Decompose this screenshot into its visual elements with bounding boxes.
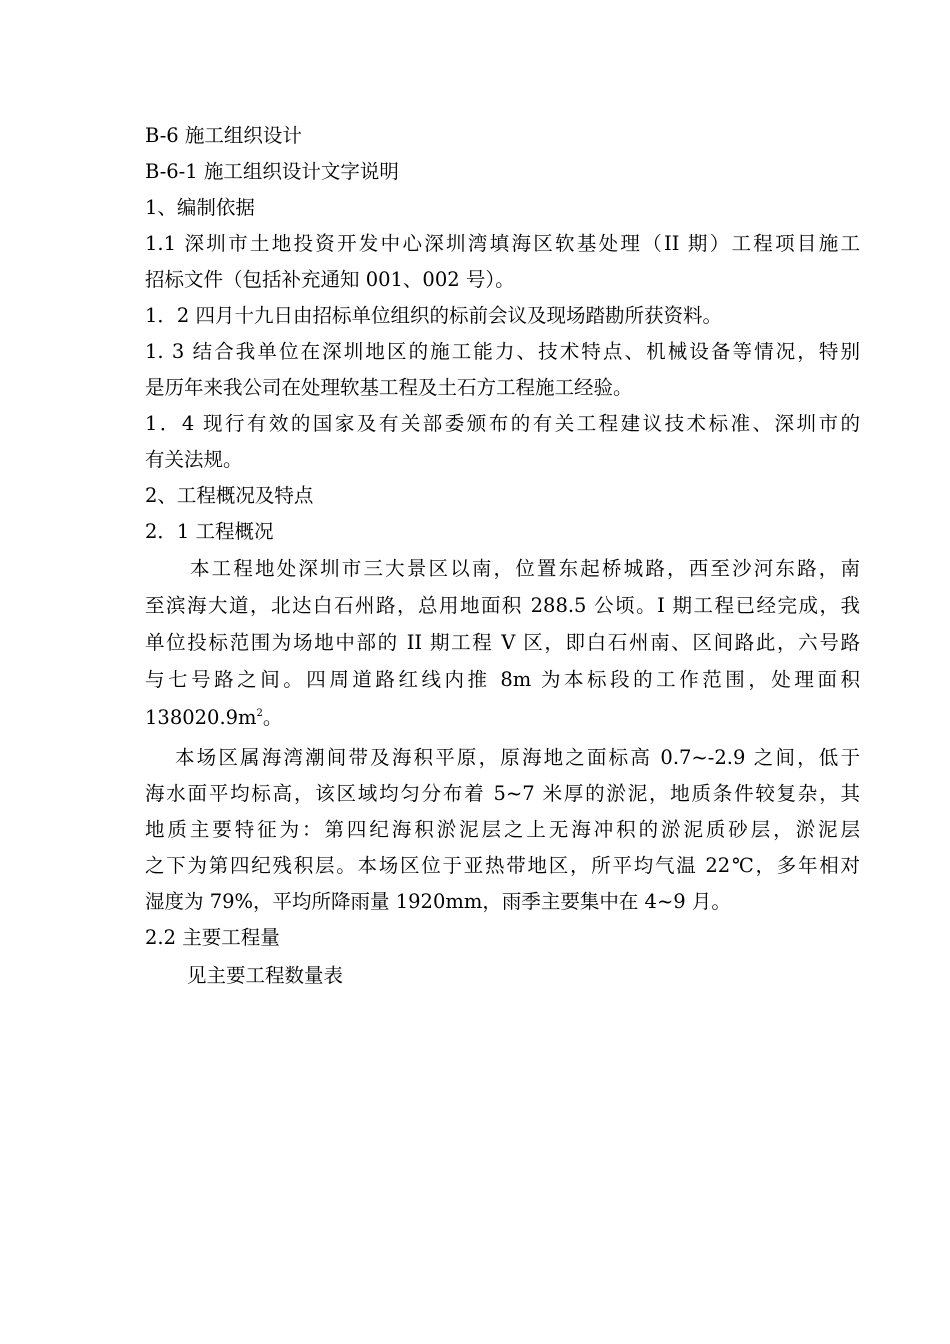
subsection-2-1-title: 2．1 工程概况	[145, 520, 274, 543]
quantities-note: 见主要工程数量表	[187, 964, 344, 987]
item-1-3-line-2: 是历年来我公司在处理软基工程及土石方工程施工经验。	[145, 376, 633, 399]
section-1-title: 1、编制依据	[145, 196, 255, 219]
item-1-1-line-2: 招标文件（包括补充通知 001、002 号）。	[145, 268, 515, 291]
area-end: 。	[262, 706, 283, 729]
overview-line-1: 本工程地处深圳市三大景区以南，位置东起桥城路，西至沙河东路，南	[190, 557, 860, 580]
item-1-4-line-2: 有关法规。	[145, 448, 243, 471]
area-value: 138020.9m	[145, 706, 257, 729]
item-1-3-line-1: 1. 3 结合我单位在深圳地区的施工能力、技术特点、机械设备等情况，特别	[145, 340, 860, 363]
site-line-1: 本场区属海湾潮间带及海积平原，原海地之面标高 0.7~-2.9 之间，低于	[175, 746, 860, 769]
overview-line-2: 至滨海大道，北达白石州路，总用地面积 288.5 公顷。I 期工程已经完成，我	[145, 594, 860, 617]
overview-line-4: 与七号路之间。四周道路红线内推 8m 为本标段的工作范围，处理面积	[145, 668, 860, 691]
site-line-4: 之下为第四纪残积层。本场区位于亚热带地区，所平均气温 22℃，多年相对	[145, 854, 860, 877]
item-1-1-line-1: 1.1 深圳市土地投资开发中心深圳湾填海区软基处理（II 期）工程项目施工	[145, 232, 860, 255]
overview-line-5	[145, 698, 860, 738]
heading-b6-1: B-6-1 施工组织设计文字说明	[145, 160, 399, 183]
site-line-2: 海水面平均标高，该区域均匀分布着 5~7 米厚的淤泥，地质条件较复杂，其	[145, 782, 860, 805]
item-1-4-line-1: 1．4 现行有效的国家及有关部委颁布的有关工程建议技术标准、深圳市的	[145, 412, 860, 435]
heading-b6: B-6 施工组织设计	[145, 124, 302, 147]
area-unit-superscript: 2	[256, 708, 263, 719]
overview-paragraph	[145, 550, 860, 738]
site-paragraph	[145, 740, 860, 920]
item-1-2: 1．2 四月十九日由招标单位组织的标前会议及现场踏勘所获资料。	[145, 304, 723, 327]
section-2-title: 2、工程概况及特点	[145, 484, 314, 507]
document-body	[145, 118, 860, 994]
subsection-2-2-title: 2.2 主要工程量	[145, 926, 280, 949]
site-line-3: 地质主要特征为：第四纪海积淤泥层之上无海冲积的淤泥质砂层，淤泥层	[145, 818, 860, 841]
overview-line-3: 单位投标范围为场地中部的 II 期工程 V 区，即白石州南、区间路此，六号路	[145, 631, 860, 654]
site-line-5: 湿度为 79%，平均所降雨量 1920mm，雨季主要集中在 4~9 月。	[145, 890, 731, 913]
